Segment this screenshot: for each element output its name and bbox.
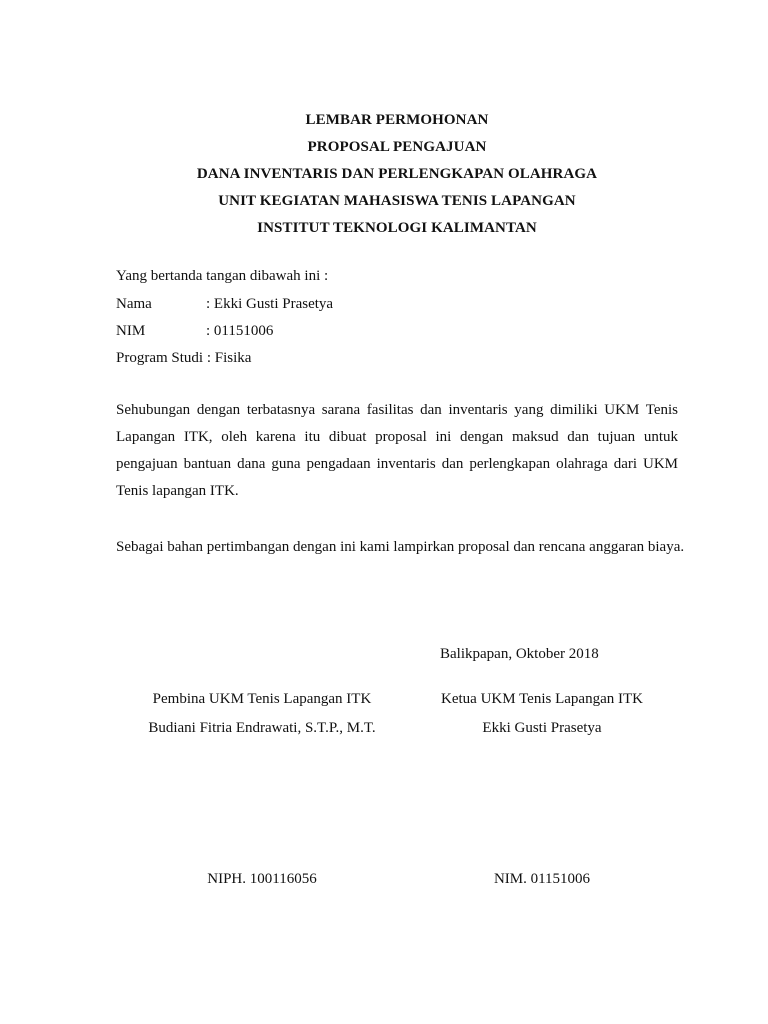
right-signatory-role: Ketua UKM Tenis Lapangan ITK xyxy=(441,691,643,707)
place-date: Balikpapan, Oktober 2018 xyxy=(440,646,599,662)
right-signatory-id: NIM. 01151006 xyxy=(493,871,591,887)
left-signatory-id: NIPH. 100116056 xyxy=(207,871,317,887)
left-signatory-role: Pembina UKM Tenis Lapangan ITK xyxy=(152,691,372,707)
body-paragraph-2: Sebagai bahan pertimbangan dengan ini kami lampirkan proposal dan rencana anggaran biaya. xyxy=(116,539,685,555)
title-line-1: LEMBAR PERMOHONAN xyxy=(305,112,489,128)
title-line-3: DANA INVENTARIS DAN PERLENGKAPAN OLAHRAGA xyxy=(196,166,598,182)
nim-value: : 01151006 xyxy=(206,323,274,339)
nim-label: NIM xyxy=(116,323,146,339)
left-signatory-name: Budiani Fitria Endrawati, S.T.P., M.T. xyxy=(148,720,376,736)
program-studi: Program Studi : Fisika xyxy=(116,350,252,366)
identity-intro: Yang bertanda tangan dibawah ini : xyxy=(116,268,329,284)
title-line-4: UNIT KEGIATAN MAHASISWA TENIS LAPANGAN xyxy=(218,193,576,209)
document-title-block xyxy=(0,107,768,242)
title-line-2: PROPOSAL PENGAJUAN xyxy=(307,139,487,155)
name-label: Nama xyxy=(116,296,152,312)
name-value: : Ekki Gusti Prasetya xyxy=(206,296,334,312)
right-signatory-name: Ekki Gusti Prasetya xyxy=(482,720,602,736)
title-line-5: INSTITUT TEKNOLOGI KALIMANTAN xyxy=(257,220,537,236)
body-paragraph-1: Sehubungan dengan terbatasnya sarana fasilitas dan inventaris yang dimiliki UKM Tenis Lapangan ITK, oleh karena itu dibuat proposal ini dengan maksud dan tujuan untuk pengajuan bantuan dana guna pengadaan inventaris dan perlengkapan olahraga dari UKM Tenis lapangan ITK. xyxy=(116,402,678,499)
